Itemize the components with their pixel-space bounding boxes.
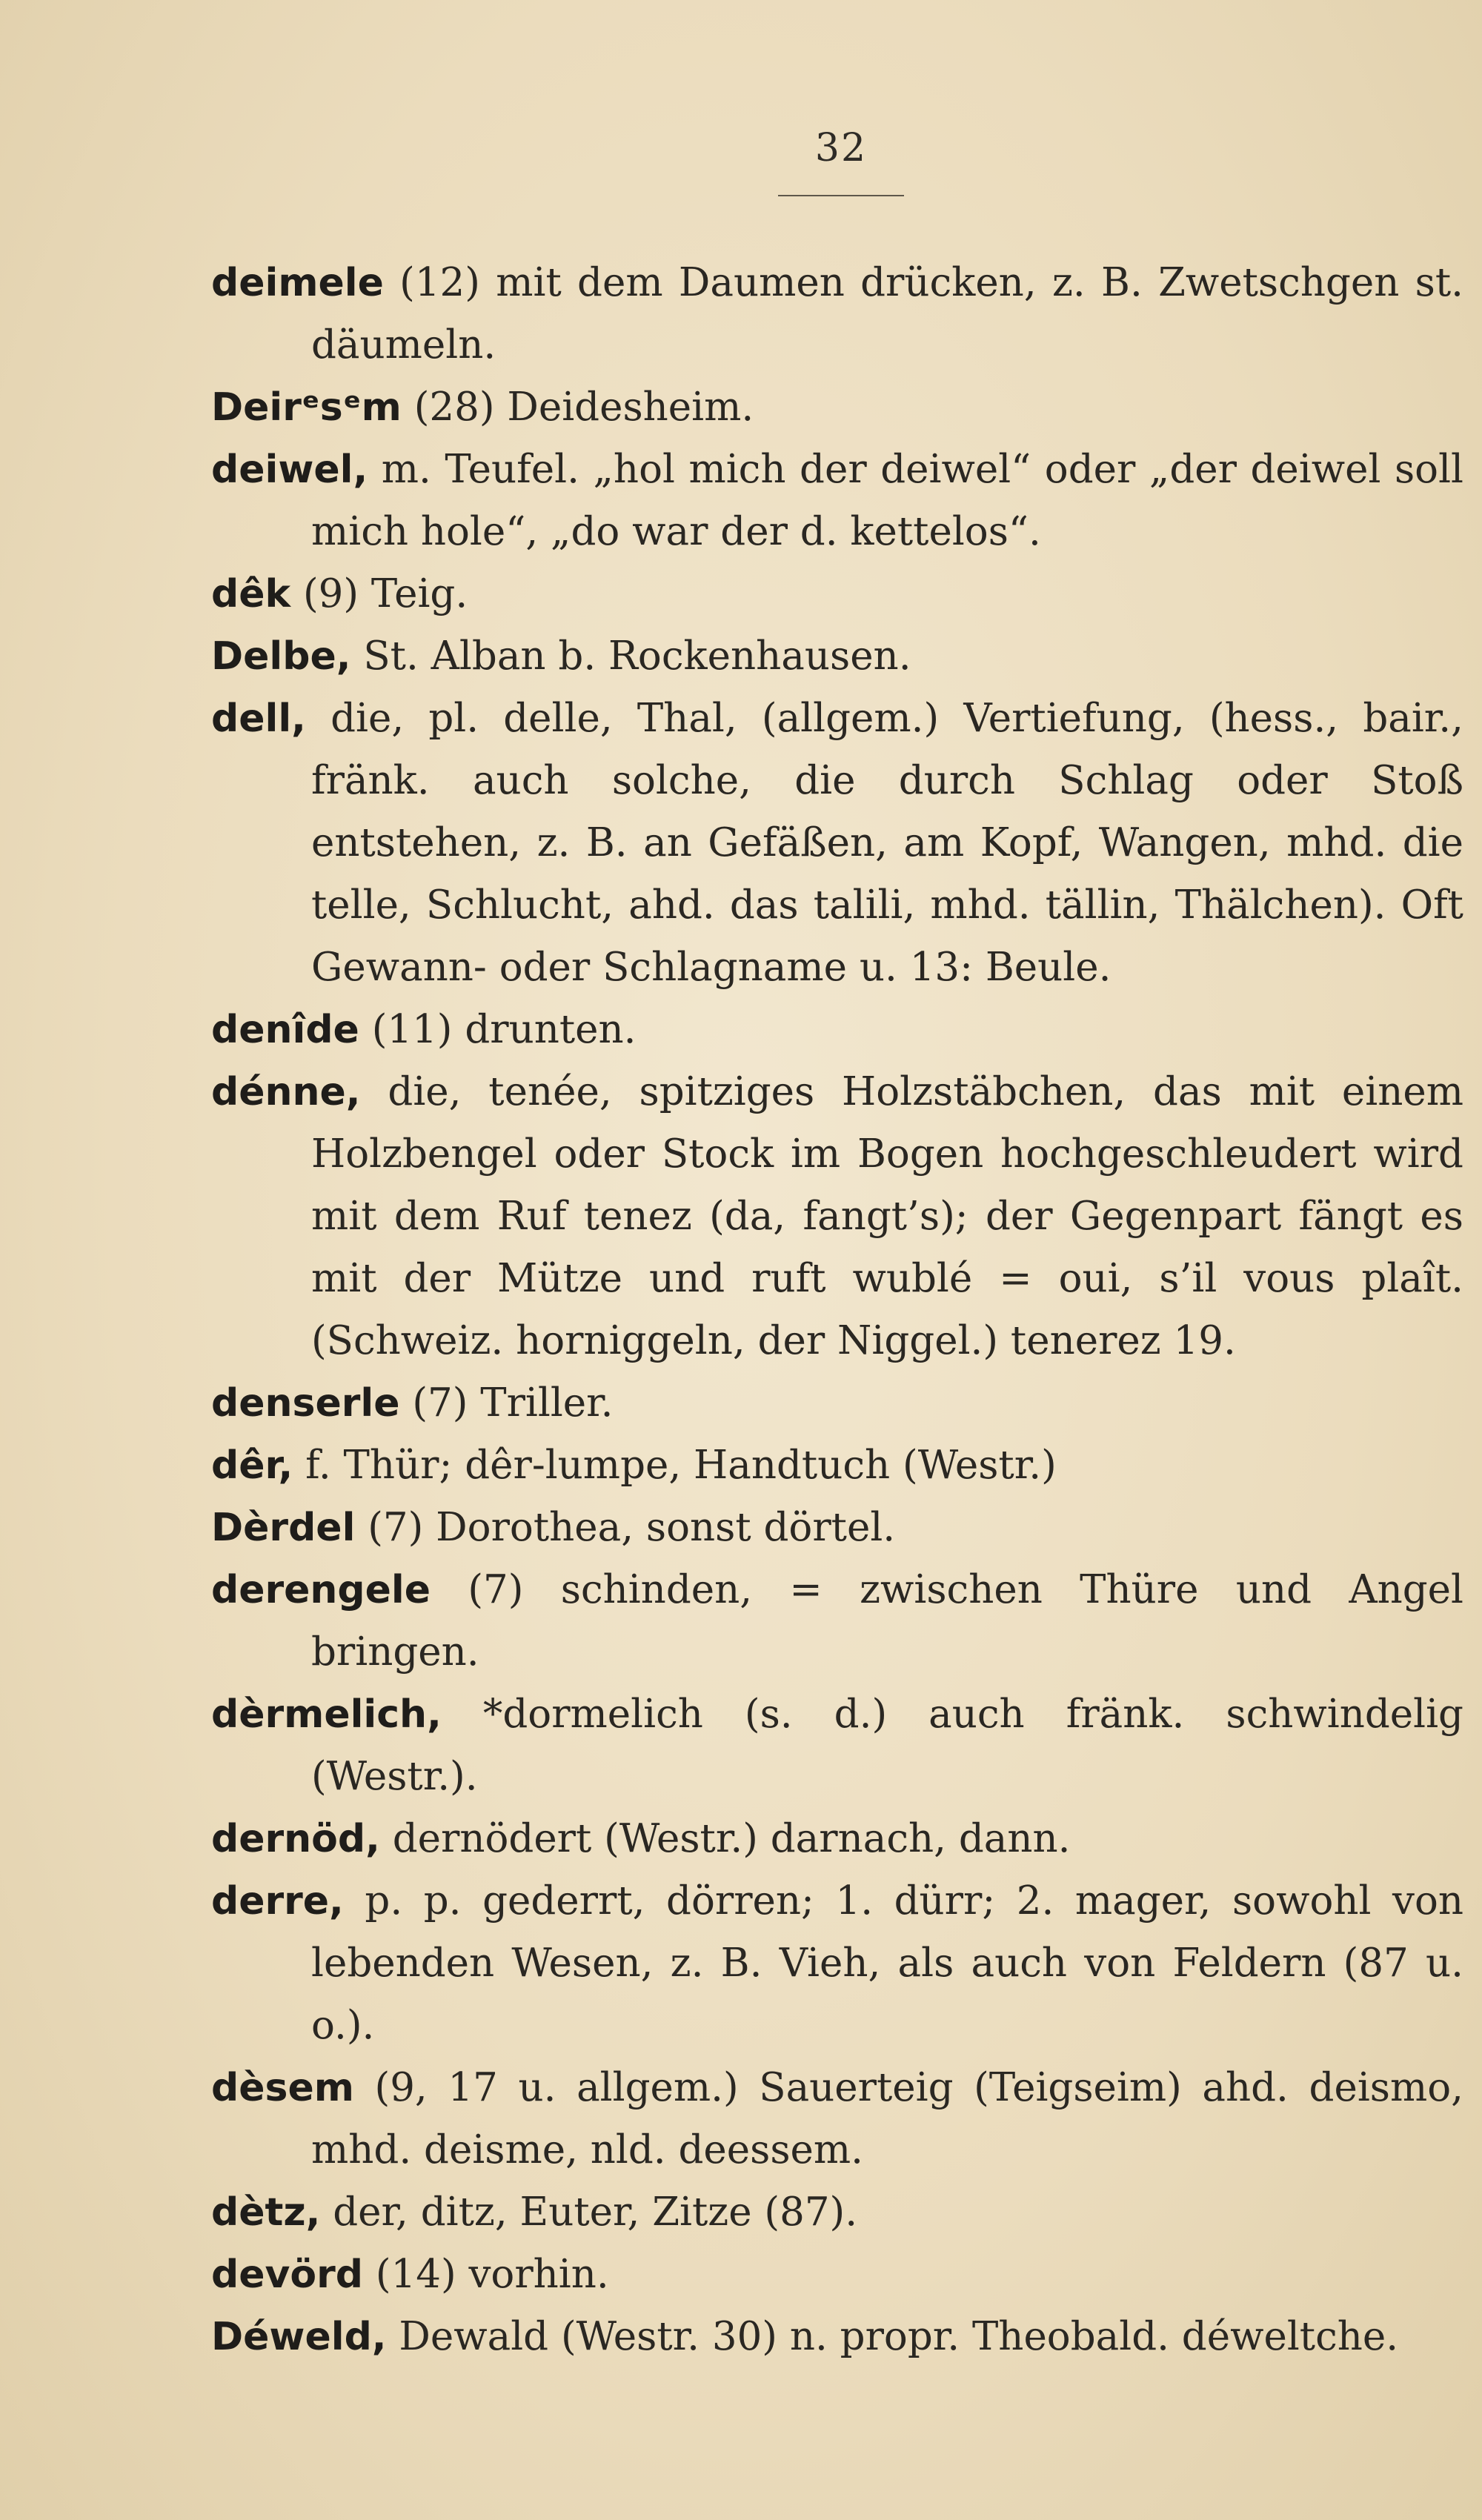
headword: dèsem	[211, 2066, 354, 2110]
headword: derre,	[211, 1879, 344, 1924]
entry-dernod	[211, 1808, 1463, 1870]
headword: dernöd,	[211, 1817, 380, 1861]
headword: denîde	[211, 1008, 359, 1052]
headword: dell,	[211, 697, 306, 741]
headword: Dèrdel	[211, 1506, 356, 1550]
definition: (14) vorhin.	[375, 2252, 609, 2297]
headword: deimele	[211, 261, 384, 305]
definition: (28) Deidesheim.	[413, 385, 754, 430]
page-number-rule	[778, 195, 904, 196]
entry-deimele	[211, 252, 1463, 376]
definition: die, tenée, spitziges Holzstäbchen, das mit einem Holzbengel oder Stock im Bogen hochgeschleudert wird mit dem Ruf tenez (da, fangt’s); der Gegenpart fängt es mit der Mütze und ruft wublé = oui, s’il vous plaît. (Schweiz. horniggeln, der Niggel.) tenerez 19.	[311, 1069, 1463, 1363]
definition: die, pl. delle, Thal, (allgem.) Vertiefung, (hess., bair., fränk. auch solche, die durch Schlag oder Stoß entstehen, z. B. an Gefäßen, am Kopf, Wangen, mhd. die telle, Schlucht, ahd. das talili, mhd. tällin, Thälchen). Oft Gewann- oder Schlagname u. 13: Beule.	[311, 696, 1463, 990]
entry-devord	[211, 2244, 1463, 2306]
entry-deiresem	[211, 376, 1463, 439]
definition: (9) Teig.	[302, 571, 468, 616]
definition: m. Teufel. „hol mich der deiwel“ oder „der deiwel soll mich hole“, „do war der d. kettelos“.	[311, 447, 1463, 554]
entry-list	[211, 252, 1463, 2368]
entry-deweld	[211, 2306, 1463, 2368]
entry-detz	[211, 2181, 1463, 2244]
headword: dêr,	[211, 1443, 293, 1488]
definition: (7) Triller.	[412, 1380, 614, 1426]
headword: derengele	[211, 1568, 431, 1612]
entry-derengele	[211, 1559, 1463, 1683]
headword: Delbe,	[211, 634, 351, 679]
entry-denserle	[211, 1372, 1463, 1434]
entry-derre	[211, 1870, 1463, 2057]
entry-denide	[211, 999, 1463, 1061]
headword: dètz,	[211, 2190, 321, 2235]
definition: (9, 17 u. allgem.) Sauerteig (Teigseim) ahd. deismo, mhd. deisme, nld. deessem.	[311, 2065, 1463, 2172]
entry-dell	[211, 688, 1463, 999]
headword: devörd	[211, 2253, 363, 2297]
definition: f. Thür; dêr-lumpe, Handtuch (Westr.)	[305, 1443, 1057, 1488]
headword: dèrmelich,	[211, 1692, 442, 1737]
headword: deiwel,	[211, 448, 368, 492]
definition: (11) drunten.	[371, 1007, 637, 1052]
entry-deiwel	[211, 439, 1463, 563]
entry-desem	[211, 2057, 1463, 2181]
entry-denne	[211, 1061, 1463, 1372]
entry-delbe	[211, 625, 1463, 688]
headword: denserle	[211, 1381, 400, 1426]
headword: dêk	[211, 572, 291, 616]
definition: dernödert (Westr.) darnach, dann.	[392, 1816, 1071, 1861]
headword: dénne,	[211, 1070, 361, 1114]
definition: Dewald (Westr. 30) n. propr. Theobald. déweltche.	[399, 2314, 1399, 2359]
definition: (7) schinden, = zwischen Thüre und Angel bringen.	[311, 1567, 1463, 1675]
definition: p. p. gederrt, dörren; 1. dürr; 2. mager, sowohl von lebenden Wesen, z. B. Vieh, als auch von Feldern (87 u. o.).	[311, 1878, 1463, 2048]
definition: St. Alban b. Rockenhausen.	[363, 634, 911, 679]
headword: Déweld,	[211, 2315, 387, 2359]
headword: Deirᵉsᵉm	[211, 385, 402, 430]
entry-dek	[211, 563, 1463, 625]
definition: *dormelich (s. d.) auch fränk. schwindelig (Westr.).	[311, 1692, 1463, 1799]
entry-der	[211, 1434, 1463, 1497]
definition: der, ditz, Euter, Zitze (87).	[333, 2190, 858, 2235]
definition: (12) mit dem Daumen drücken, z. B. Zwetschgen st. däumeln.	[311, 260, 1464, 368]
entry-derdel	[211, 1497, 1463, 1559]
definition: (7) Dorothea, sonst dörtel.	[368, 1505, 896, 1550]
page-number: 32	[814, 126, 868, 170]
entry-dermelich	[211, 1683, 1463, 1808]
